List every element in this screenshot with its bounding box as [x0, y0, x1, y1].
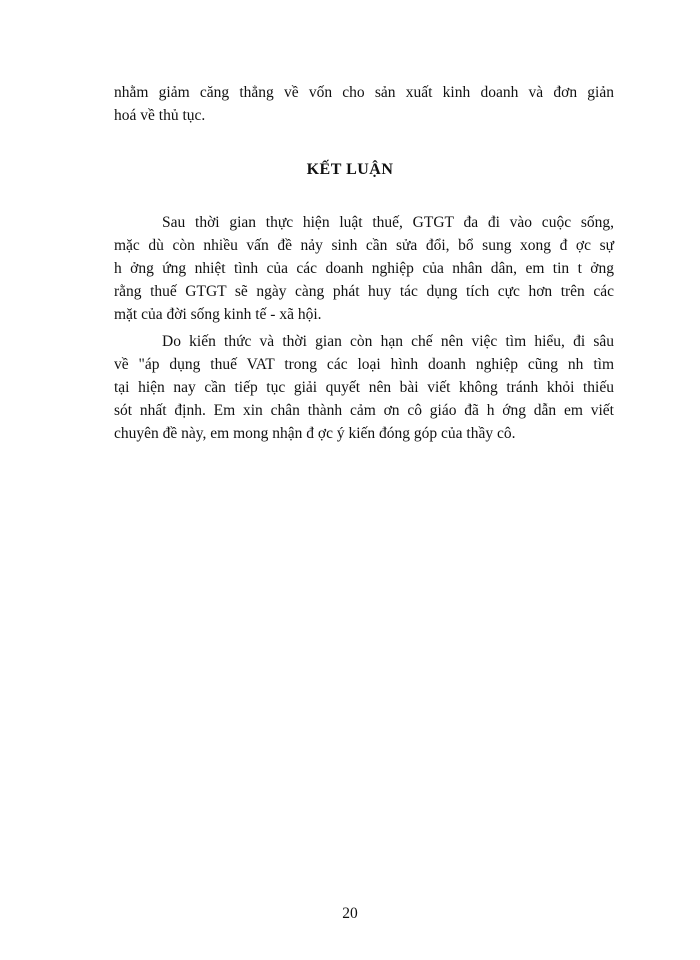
paragraph1-line-1: Sau thời gian thực hiện luật thuế, GTGT đa đi vào cuộc sống, — [162, 214, 614, 231]
paragraph1-line-2: mặc dù còn nhiều vấn đề nảy sinh cần sửa đổi, bổ sung xong đ ợc sự — [114, 237, 614, 254]
paragraph2-line-3: tại hiện nay cần tiếp tục giải quyết nên bài viết không tránh khỏi thiếu — [114, 379, 614, 396]
paragraph2-line-5: chuyên đề này, em mong nhận đ ợc ý kiến đóng góp của thầy cô. — [114, 425, 516, 442]
paragraph2-line-1: Do kiến thức và thời gian còn hạn chế nên việc tìm hiểu, đi sâu — [162, 333, 614, 350]
paragraph2-line-4: sót nhất định. Em xin chân thành cảm ơn cô giáo đã h ớng dẫn em viết — [114, 402, 614, 419]
paragraph1-line-4: rằng thuế GTGT sẽ ngày càng phát huy tác dụng tích cực hơn trên các — [114, 283, 614, 300]
intro-line-2: hoá về thủ tục. — [114, 107, 206, 124]
page-number: 20 — [342, 905, 358, 922]
intro-line-1: nhằm giảm căng thẳng về vốn cho sản xuất kinh doanh và đơn giản — [114, 84, 614, 101]
conclusion-paragraph-1 — [114, 211, 614, 326]
paragraph1-line-3: h ởng ứng nhiệt tình của các doanh nghiệp của nhân dân, em tin t ởng — [114, 260, 614, 277]
section-heading: KẾT LUẬN — [306, 161, 394, 178]
intro-paragraph — [114, 81, 614, 127]
paragraph2-line-2: về "áp dụng thuế VAT trong các loại hình doanh nghiệp cũng nh tìm — [114, 356, 614, 373]
paragraph1-line-5: mặt của đời sống kinh tế - xã hội. — [114, 306, 322, 323]
conclusion-paragraph-2 — [114, 330, 614, 445]
